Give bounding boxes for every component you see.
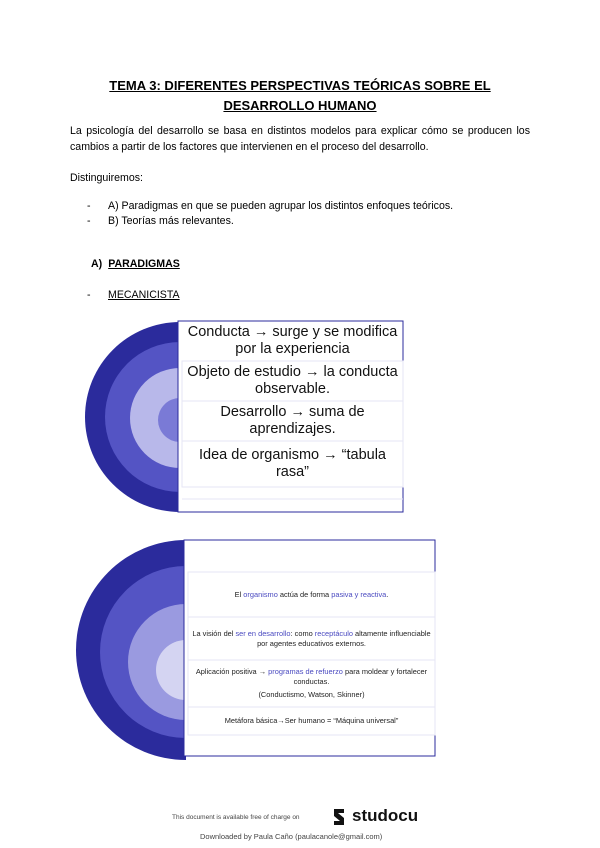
text-segment: . bbox=[386, 589, 389, 599]
section-letter: A) bbox=[91, 258, 103, 270]
diagram2-item bbox=[189, 573, 434, 616]
list-dash: - bbox=[87, 200, 91, 212]
diagram1-item: Objeto de estudio → la conducta observable. bbox=[183, 362, 402, 400]
title-line-1: TEMA 3: DIFERENTES PERSPECTIVAS TEÓRICAS SOBRE EL bbox=[109, 78, 491, 93]
diagram1-item: Idea de organismo → “tabula rasa” bbox=[183, 442, 402, 486]
text-segment: actúa de forma bbox=[277, 589, 332, 599]
diagram1-item: Desarrollo → suma de aprendizajes. bbox=[183, 402, 402, 440]
diagram1-item: Conducta → surge y se modifica por la experiencia bbox=[183, 322, 402, 360]
text-segment: Aplicación positiva → bbox=[195, 667, 269, 676]
highlight-segment: organismo bbox=[243, 589, 278, 599]
highlight-segment: pasiva y reactiva bbox=[331, 589, 387, 599]
subsection-dash: - bbox=[87, 289, 91, 301]
list-dash: - bbox=[87, 215, 91, 227]
studocu-brand[interactable]: studocu bbox=[352, 806, 419, 825]
intro-paragraph: La psicología del desarrollo se basa en distintos modelos para explicar cómo se producen los cambios a partir de los factores que intervienen en el proceso del desarrollo. bbox=[70, 125, 530, 153]
highlight-segment: ser en desarrollo bbox=[235, 628, 291, 638]
text-segment: para moldear y fortalecer conductas. bbox=[293, 667, 428, 686]
title-line-2: DESARROLLO HUMANO bbox=[223, 98, 377, 113]
footer-available-text: This document is available free of charge on bbox=[172, 814, 300, 821]
section-label: PARADIGMAS bbox=[108, 258, 180, 270]
text-segment: : como bbox=[290, 628, 315, 638]
diagram2-item bbox=[189, 661, 434, 706]
diagram2-item bbox=[189, 618, 434, 659]
highlight-segment: receptáculo bbox=[314, 628, 353, 638]
highlight-segment: programas de refuerzo bbox=[268, 667, 343, 676]
studocu-logo-icon bbox=[331, 808, 349, 826]
text-segment: El bbox=[234, 589, 244, 599]
subsection-label: MECANICISTA bbox=[108, 289, 180, 301]
text-segment: (Conductismo, Watson, Skinner) bbox=[258, 690, 365, 699]
text-segment: La visión del bbox=[192, 628, 236, 638]
list-text: A) Paradigmas en que se pueden agrupar los distintos enfoques teóricos. bbox=[108, 200, 454, 212]
distinguiremos-label: Distinguiremos: bbox=[70, 172, 144, 184]
diagram2-item: Metáfora básica→Ser humano = “Máquina universal” bbox=[189, 708, 434, 734]
text-segment: altamente influenciable por agentes educativos externos. bbox=[257, 628, 431, 648]
footer-downloaded-text: Downloaded by Paula Caño (paulacanole@gmail.com) bbox=[200, 832, 383, 841]
list-text: B) Teorías más relevantes. bbox=[108, 215, 234, 227]
